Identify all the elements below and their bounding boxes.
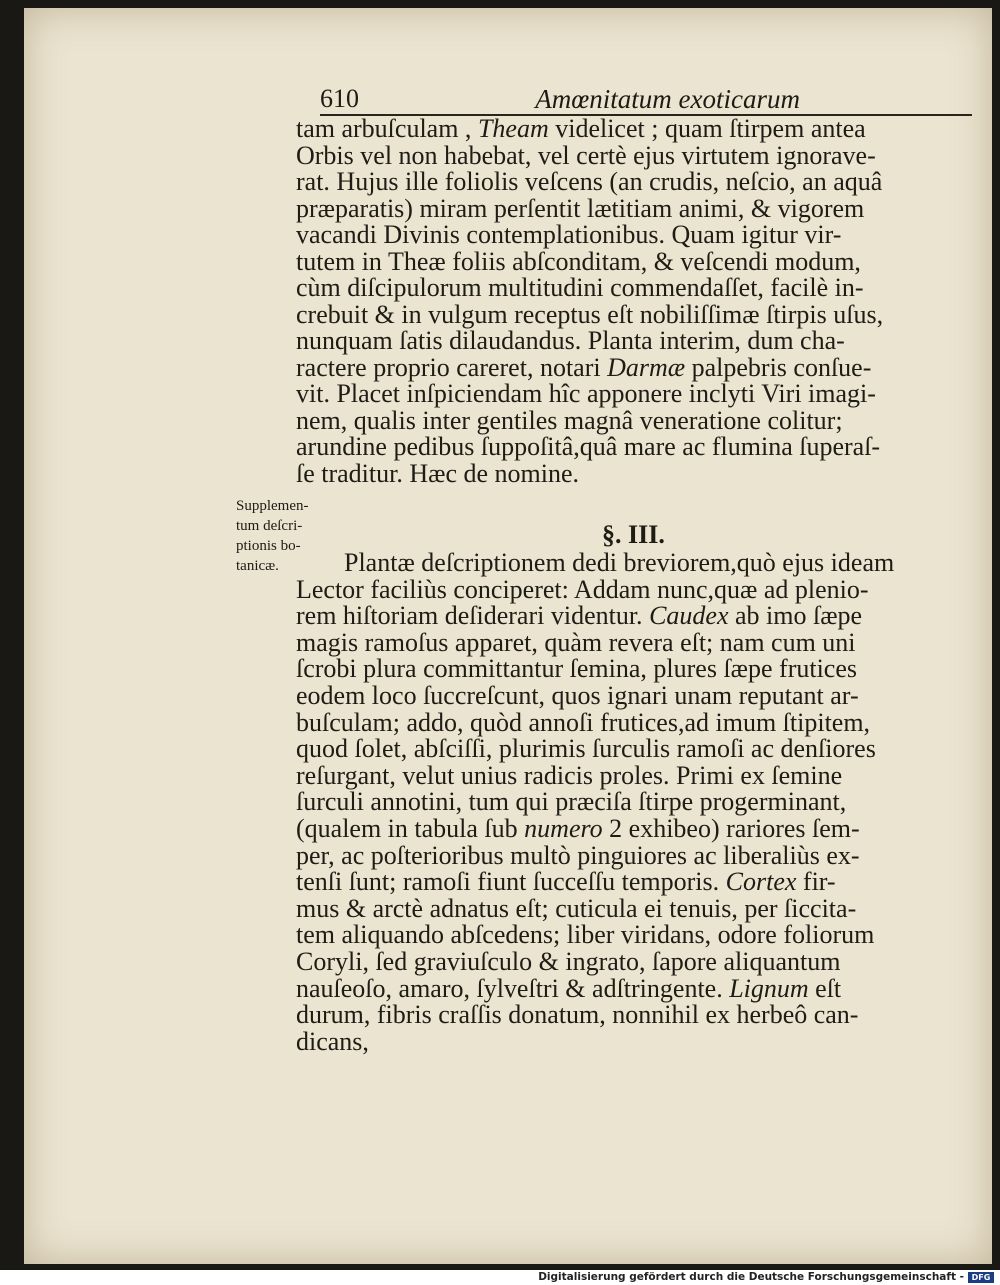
text-line [296,603,862,629]
text-line [296,246,861,276]
text-line [296,949,840,975]
text-line [296,1002,858,1028]
text-line [296,707,871,737]
margin-note-line: ptionis bo- [236,538,301,554]
italic-term: Caudex [649,601,729,631]
text-run: reſurgant, velut unius radicis proles. Primi ex ſemine [296,760,843,790]
italic-term: Darmæ [607,352,686,382]
text-line [296,116,866,142]
text-run: tenſi ſunt; ramoſi fiunt ſucceſſu temporis. [296,867,726,897]
text-run: Lector faciliùs conciperet: Addam nunc,quæ ad plenio- [296,574,869,604]
text-run: rem hiſtoriam deſiderari videntur. [296,601,650,631]
text-line [296,140,876,170]
text-line [296,574,869,604]
text-line [296,1026,369,1056]
text-run: ſurculi annotini, tum qui præciſa ſtirpe progerminant, [296,787,847,817]
text-run: cùm diſcipulorum multitudini commendaſſet, facilè in- [296,273,864,302]
text-run: tam arbuſculam , [296,114,478,143]
text-run: mus & arctè adnatus eſt; cuticula ei tenuis, per ſiccita- [296,893,857,923]
book-page [24,8,992,1264]
text-line [296,222,841,248]
text-line [296,405,843,435]
page-header [320,80,972,116]
text-line [296,275,864,301]
text-line [344,550,894,576]
text-line [296,434,880,460]
text-run: buſculam; addo, quòd annoſi frutices,ad imum ſtipitem, [296,707,871,737]
margin-note-line: tanicæ. [236,558,279,574]
text-run: ractere proprio careret, notari [296,352,608,382]
text-run: arundine pedibus ſuppoſitâ,quâ mare ac flumina ſuperaſ- [296,432,881,461]
text-line [296,458,580,488]
text-run: Coryli, ſed graviuſculo & ingrato, ſapore aliquantum [296,947,841,976]
text-run: eſt [808,973,842,1003]
text-line [296,656,857,682]
text-line [296,869,836,895]
running-head: Amœnitatum exoticarum [535,84,800,114]
text-run: crebuit & in vulgum receptus eſt nobiliſſimæ ſtirpis uſus, [296,299,884,329]
text-run: rat. Hujus ille foliolis veſcens (an crudis, neſcio, an aquâ [296,167,883,196]
text-line [296,299,884,329]
text-line [296,736,876,762]
text-line [296,352,872,382]
italic-term: Cortex [725,867,797,897]
text-run: ab imo ſæpe [728,601,863,631]
text-run: dicans, [296,1026,369,1056]
margin-note-line: Supplemen- [236,498,309,514]
page-number: 610 [320,84,359,113]
italic-term: numero [524,814,603,843]
text-run: eodem loco ſuccreſcunt, quos ignari unam reputant ar- [296,681,859,710]
text-run: tutem in Theæ foliis abſconditam, & veſcendi modum, [296,246,861,276]
footer-bar [0,1270,1000,1285]
text-run: vit. Placet inſpiciendam hîc apponere inclyti Viri imagi- [296,379,876,408]
text-run: (qualem in tabula ſub [296,814,525,843]
text-run: ſe traditur. Hæc de nomine. [296,458,580,488]
text-line [296,922,874,948]
text-run: tem aliquando abſcedens; liber viridans, odore foliorum [296,920,875,950]
text-line [296,381,876,407]
text-run: durum, fibris craſſis donatum, nonnihil ex herbeô can- [296,1000,859,1030]
text-line [296,328,845,354]
margin-note-line: tum deſcri- [236,518,303,534]
text-run: præparatis) miram perſentit lætitiam animi, & vigorem [296,193,865,223]
text-run: fir- [796,867,836,897]
dfg-logo: DFG [968,1272,994,1283]
text-run: vacandi Divinis contemplationibus. Quam igitur vir- [296,220,842,249]
text-run: nem, qualis inter gentiles magnâ veneratione colitur; [296,405,843,435]
text-line [296,840,860,870]
text-run: magis ramoſus apparet, quàm revera eſt; nam cum uni [296,627,856,657]
text-run: videlicet ; quam ſtirpem antea [548,114,866,143]
text-run: Orbis vel non habebat, vel certè ejus virtutem ignorave- [296,140,876,170]
text-run: Plantæ deſcriptionem dedi breviorem,quò ejus ideam [344,548,895,577]
text-line [296,789,846,815]
text-line [296,760,843,790]
text-run: nunquam ſatis dilaudandus. Planta interim, dum cha- [296,326,845,355]
text-run: per, ac poſterioribus multò pinguiores ac liberaliùs ex- [296,840,860,870]
italic-term: Lignum [729,973,809,1003]
text-run: palpebris conſue- [685,352,872,382]
text-line [296,973,842,1003]
text-line [296,893,857,923]
text-line [296,193,865,223]
text-line [296,683,859,709]
text-run: nauſeoſo, amaro, ſylveſtri & adſtringente. [296,973,730,1003]
text-line [296,169,882,195]
text-run: quod ſolet, abſciſſi, plurimis ſurculis ramoſi ac denſiores [296,734,876,764]
italic-term: Theam [477,114,549,143]
text-run: ſcrobi plura committantur ſemina, plures ſæpe frutices [296,654,858,684]
text-line [296,816,860,842]
text-line [296,627,856,657]
footer-credit: Digitalisierung gefördert durch die Deutsche Forschungsgemeinschaft - [538,1271,964,1283]
section-heading: §. III. [602,520,665,549]
text-run: 2 exhibeo) rariores ſem- [602,814,860,843]
